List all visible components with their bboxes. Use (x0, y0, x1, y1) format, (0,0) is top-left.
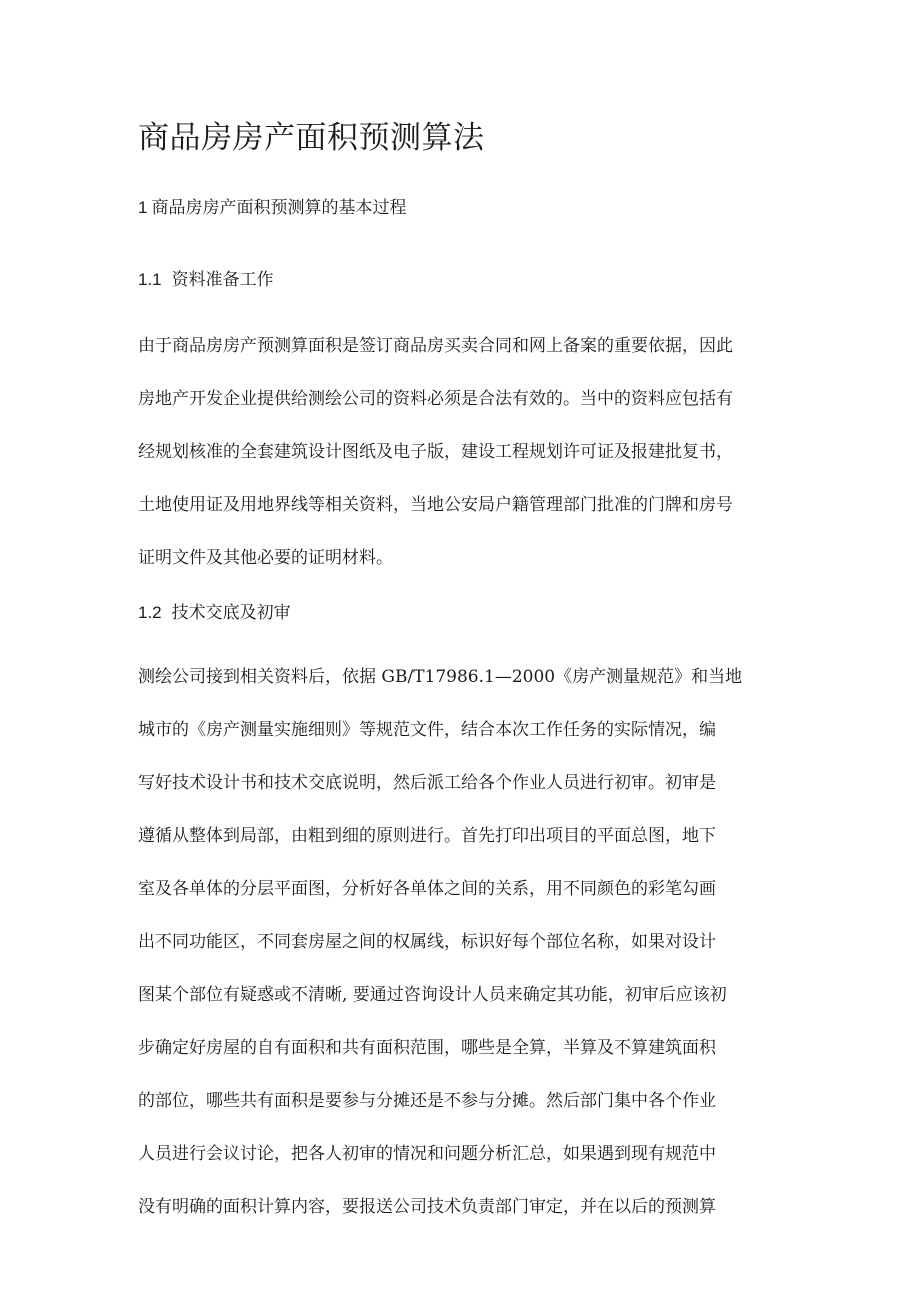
paragraph-line: 测绘公司接到相关资料后，依据 GB/T17986.1—2000《房产测量规范》和当地 (138, 667, 743, 687)
section-1-title: 商品房房产面积预测算的基本过程 (151, 198, 407, 218)
paragraph-line: 图某个部位有疑惑或不清晰, 要通过咨询设计人员来确定其功能，初审后应该初 (138, 985, 727, 1005)
paragraph-line: 房地产开发企业提供给测绘公司的资料必须是合法有效的。当中的资料应包括有 (138, 389, 733, 409)
section-1-2-paragraph (138, 664, 798, 1247)
paragraph-line: 城市的《房产测量实施细则》等规范文件，结合本次工作任务的实际情况，编 (138, 720, 716, 740)
paragraph-line: 人员进行会议讨论，把各人初审的情况和问题分析汇总，如果遇到现有规范中 (138, 1144, 716, 1164)
paragraph-line: 土地使用证及用地界线等相关资料，当地公安局户籍管理部门批准的门牌和房号 (138, 495, 733, 515)
paragraph-line: 写好技术设计书和技术交底说明，然后派工给各个作业人员进行初审。初审是 (138, 773, 716, 793)
paragraph-line: 没有明确的面积计算内容，要报送公司技术负责部门审定，并在以后的预测算 (138, 1197, 716, 1217)
paragraph-line: 遵循从整体到局部，由粗到细的原则进行。首先打印出项目的平面总图，地下 (138, 826, 716, 846)
paragraph-line: 出不同功能区，不同套房屋之间的权属线，标识好每个部位名称，如果对设计 (138, 932, 716, 952)
section-1-1-title: 资料准备工作 (171, 270, 274, 290)
paragraph-line: 证明文件及其他必要的证明材料。 (138, 548, 393, 568)
paragraph-line: 由于商品房房产预测算面积是签订商品房买卖合同和网上备案的重要依据，因此 (138, 336, 733, 356)
paragraph-line: 的部位，哪些共有面积是要参与分摊还是不参与分摊。然后部门集中各个作业 (138, 1091, 716, 1111)
paragraph-line: 室及各单体的分层平面图，分析好各单体之间的关系，用不同颜色的彩笔勾画 (138, 879, 716, 899)
section-1-2-title: 技术交底及初审 (171, 603, 291, 623)
document-title: 商品房房产面积预测算法 (138, 120, 485, 156)
section-1-number: 1 (138, 198, 148, 217)
section-1-2-number: 1.2 (138, 603, 162, 622)
section-1-1-number: 1.1 (138, 270, 162, 289)
section-1-1-heading (138, 267, 274, 293)
paragraph-line: 经规划核准的全套建筑设计图纸及电子版，建设工程规划许可证及报建批复书， (138, 442, 733, 462)
paragraph-line: 步确定好房屋的自有面积和共有面积范围，哪些是全算，半算及不算建筑面积 (138, 1038, 716, 1058)
section-1-heading (138, 195, 406, 221)
section-1-1-paragraph (138, 333, 798, 598)
section-1-2-heading (138, 600, 291, 626)
